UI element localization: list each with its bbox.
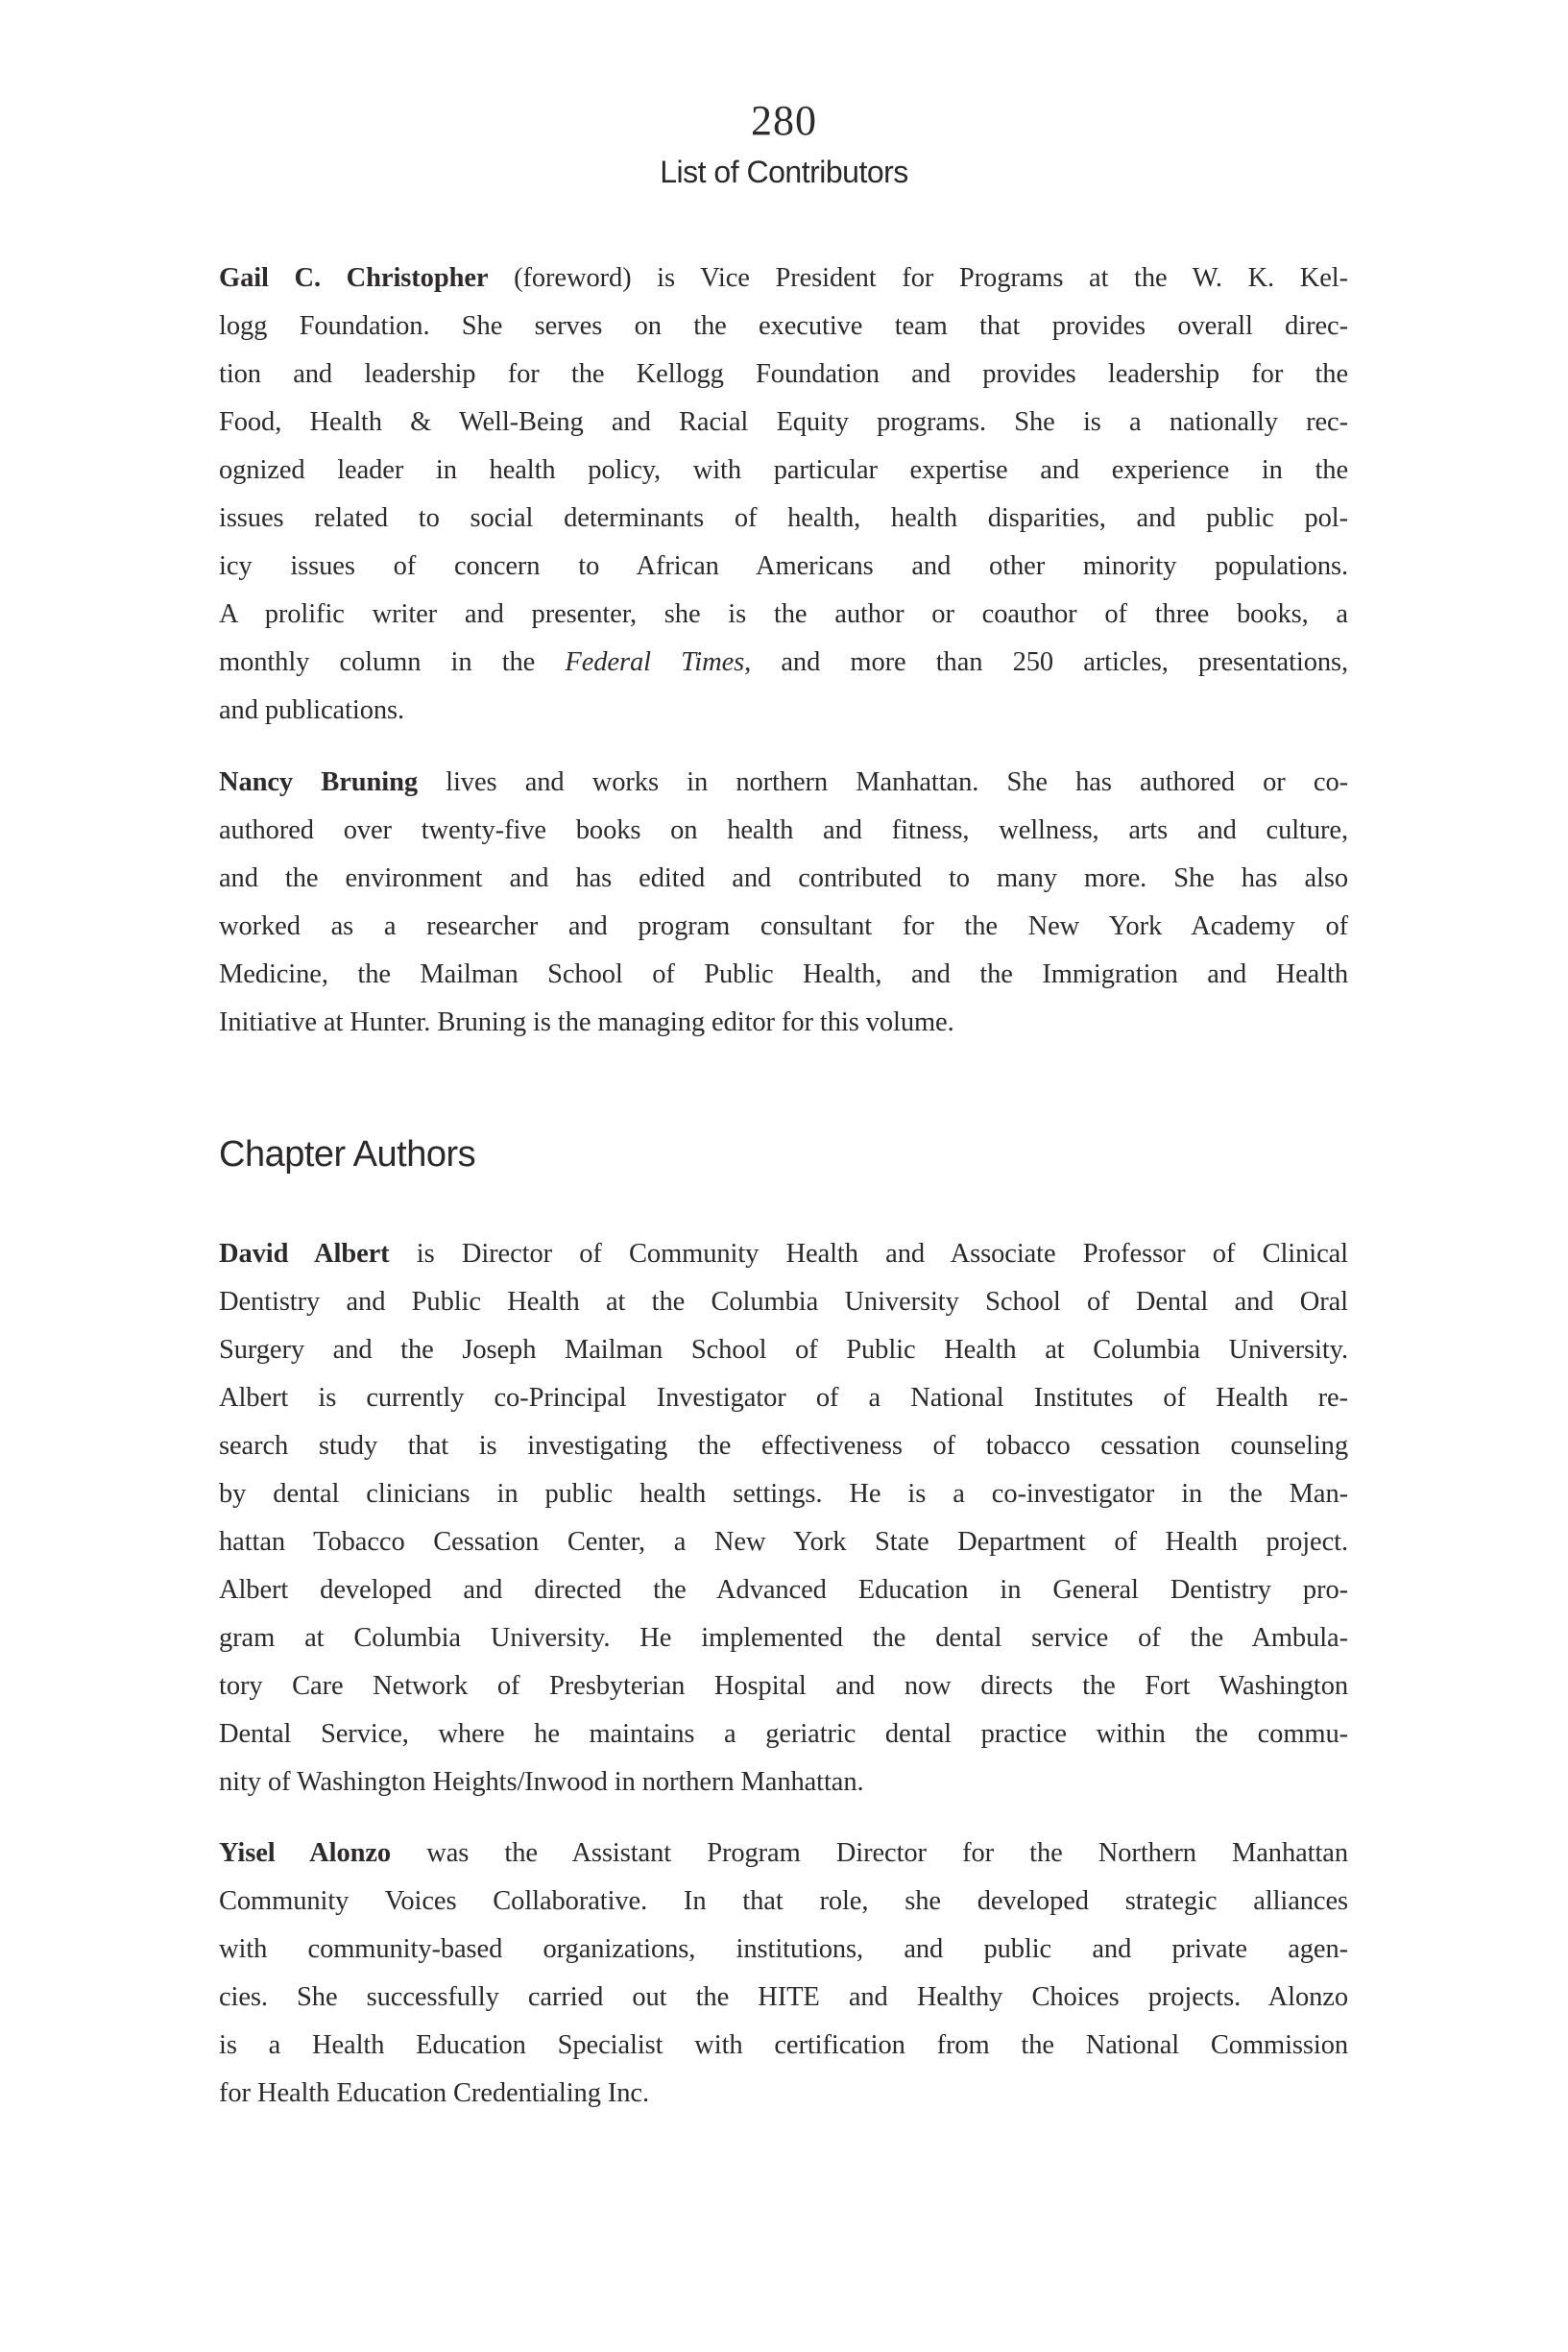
text-line [219, 1662, 1348, 1710]
text-line [219, 1758, 1348, 1806]
text-segment: issues related to social determinants of health, health disparities, and public pol- [219, 503, 1348, 533]
text-line [219, 903, 1348, 951]
text-segment: Medicine, the Mailman School of Public Health, and the Immigration and Health [219, 959, 1348, 989]
text-segment: and publications. [219, 695, 405, 725]
text-line [219, 1974, 1348, 2022]
text-line [219, 759, 1348, 807]
text-line [219, 303, 1348, 351]
text-segment: , and more than 250 articles, presentations, [744, 647, 1349, 677]
text-segment: (foreword) is Vice President for Programs at the W. K. Kel- [488, 263, 1348, 293]
text-line [219, 807, 1348, 855]
text-segment: by dental clinicians in public health settings. He is a co-investigator in the Man- [219, 1479, 1348, 1509]
text-segment: and the environment and has edited and contributed to many more. She has also [219, 863, 1348, 893]
contributor-name: David Albert [219, 1239, 390, 1269]
text-segment: for Health Education Credentialing Inc. [219, 2078, 649, 2108]
text-line [219, 495, 1348, 543]
text-segment: Albert is currently co-Principal Investigator of a National Institutes of Health re- [219, 1383, 1348, 1413]
text-segment: icy issues of concern to African Americans and other minority populations. [219, 551, 1348, 581]
text-line [219, 1710, 1348, 1758]
text-segment: Surgery and the Joseph Mailman School of Public Health at Columbia University. [219, 1335, 1348, 1365]
text-line [219, 447, 1348, 495]
text-line [219, 399, 1348, 447]
text-segment: worked as a researcher and program consultant for the New York Academy of [219, 911, 1348, 941]
text-line [219, 1926, 1348, 1974]
text-segment: authored over twenty-five books on health and fitness, wellness, arts and culture, [219, 815, 1348, 845]
para-yisel-alonzo [219, 1830, 1348, 2118]
text-line [219, 2070, 1348, 2118]
text-segment: Dentistry and Public Health at the Columbia University School of Dental and Oral [219, 1287, 1348, 1317]
para-david-albert [219, 1230, 1348, 1806]
text-segment: Community Voices Collaborative. In that role, she developed strategic alliances [219, 1886, 1348, 1916]
text-segment: logg Foundation. She serves on the executive team that provides overall direc- [219, 311, 1348, 341]
text-segment: is a Health Education Specialist with certification from the National Commission [219, 2030, 1348, 2060]
running-title: List of Contributors [660, 155, 908, 189]
text-line [219, 255, 1348, 303]
text-line [219, 1878, 1348, 1926]
text-line [219, 1326, 1348, 1374]
text-segment: tory Care Network of Presbyterian Hospital and now directs the Fort Washington [219, 1671, 1348, 1701]
text-line [219, 2022, 1348, 2070]
page-number: 280 [751, 97, 817, 144]
text-line [219, 351, 1348, 399]
text-segment: Food, Health & Well-Being and Racial Equity programs. She is a nationally rec- [219, 407, 1348, 437]
text-segment: search study that is investigating the effectiveness of tobacco cessation counseling [219, 1431, 1348, 1461]
text-segment: Dental Service, where he maintains a geriatric dental practice within the commu- [219, 1719, 1348, 1749]
text-segment: hattan Tobacco Cessation Center, a New York State Department of Health project. [219, 1527, 1348, 1557]
text-segment: ognized leader in health policy, with particular expertise and experience in the [219, 455, 1348, 485]
text-segment: monthly column in the [219, 647, 566, 677]
text-line [219, 687, 1348, 735]
text-segment: lives and works in northern Manhattan. She has authored or co- [417, 767, 1348, 797]
text-segment: A prolific writer and presenter, she is the author or coauthor of three books, a [219, 599, 1348, 629]
text-segment: Albert developed and directed the Advanced Education in General Dentistry pro- [219, 1575, 1348, 1605]
text-line [219, 543, 1348, 591]
text-line [219, 1470, 1348, 1518]
text-segment: tion and leadership for the Kellogg Foundation and provides leadership for the [219, 359, 1348, 389]
text-line [219, 1278, 1348, 1326]
contributor-name: Gail C. Christopher [219, 263, 489, 293]
text-segment: with community-based organizations, institutions, and public and private agen- [219, 1934, 1348, 1964]
publication-title: Federal Times [565, 647, 745, 677]
contributor-name: Nancy Bruning [219, 767, 418, 797]
text-line [219, 1830, 1348, 1878]
para-nancy-bruning [219, 759, 1348, 1047]
section-heading-chapter-authors: Chapter Authors [219, 1134, 476, 1175]
text-line [219, 1422, 1348, 1470]
para-gail-christopher [219, 255, 1348, 735]
text-line [219, 1518, 1348, 1566]
text-line [219, 855, 1348, 903]
text-line [219, 951, 1348, 999]
text-segment: cies. She successfully carried out the HITE and Healthy Choices projects. Alonzo [219, 1982, 1348, 2012]
text-segment: nity of Washington Heights/Inwood in northern Manhattan. [219, 1767, 864, 1797]
contributor-name: Yisel Alonzo [219, 1838, 392, 1868]
text-segment: gram at Columbia University. He implemented the dental service of the Ambula- [219, 1623, 1348, 1653]
text-line [219, 1566, 1348, 1614]
text-line [219, 591, 1348, 639]
text-segment: was the Assistant Program Director for the Northern Manhattan [391, 1838, 1348, 1868]
contributors-list [219, 255, 1348, 2118]
text-line [219, 999, 1348, 1047]
text-segment: is Director of Community Health and Associate Professor of Clinical [389, 1239, 1348, 1269]
text-line [219, 1230, 1348, 1278]
text-segment: Initiative at Hunter. Bruning is the managing editor for this volume. [219, 1007, 954, 1037]
text-line [219, 1614, 1348, 1662]
text-line [219, 639, 1348, 687]
text-line [219, 1374, 1348, 1422]
